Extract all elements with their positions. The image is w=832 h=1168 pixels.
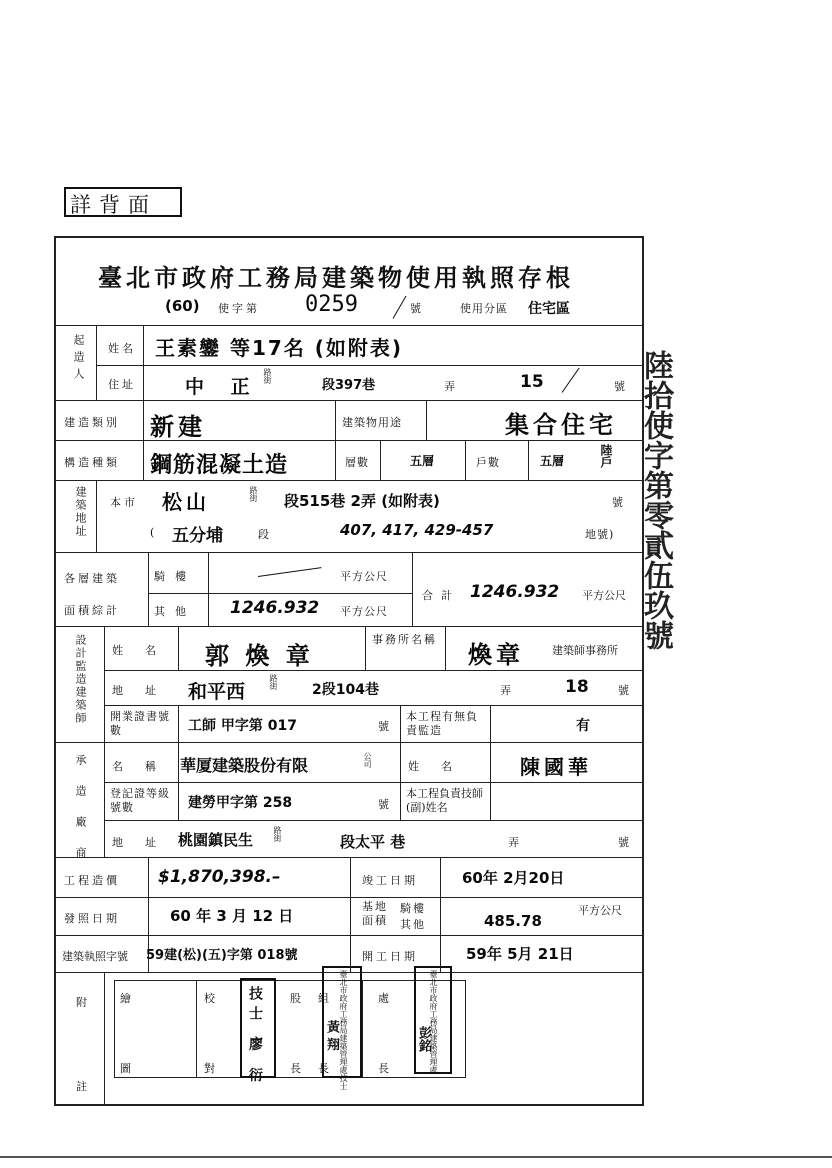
approval-col-label: 組 [318,992,332,1005]
approval-col-label: 處 [378,992,392,1005]
row-line [104,670,642,671]
total-area-value: 1246.932 [470,582,560,602]
col-line [208,552,209,626]
col-line [350,857,351,972]
applicant-name-label: 姓名 [108,342,136,355]
contractor-address-label: 地址 [112,836,178,849]
approval-col-line [362,980,363,1078]
permit-series-label: 使字第 [218,302,260,315]
other-area-value: 1246.932 [230,598,320,618]
designer-name: 郭 煥 章 [205,642,314,670]
contractor-name-label: 名稱 [112,760,178,773]
zone-value: 住宅區 [528,301,570,317]
col-line [490,742,491,820]
contractor-no-label: 號 [618,836,632,849]
section-chief-signature: 黃 翔 [324,1020,339,1051]
col-line [143,400,144,480]
site-no-label: 號 [612,496,626,509]
contractor-lane-label: 弄 [508,836,522,849]
contractor-road-label: 路街 [273,826,282,842]
row-line [56,935,642,936]
site-address-detail: 段515巷 2弄 (如附表) [284,492,440,510]
base-area-value: 485.78 [484,912,542,930]
base-area-label: 基地面積 [362,900,388,927]
construction-type-label: 建造類別 [64,416,120,429]
engineer-label: 本工程負責技師(副)姓名 [406,787,483,814]
col-line [400,742,401,820]
finish-date: 60年 2月20日 [462,869,565,887]
col-line [490,705,491,742]
structure-label: 構造種類 [64,456,120,469]
other-area-label: 其他 [154,605,196,618]
contractor-town: 桃園鎮民生 [178,831,254,849]
designer-no-label: 號 [618,684,632,697]
director-stamp-text: 臺北市政府工務局建築管理處 [429,970,438,1074]
building-permit-label: 建築執照字號 [62,950,128,963]
floors-value: 五層 [410,454,435,468]
applicant-section-label: 起造人 [72,334,85,385]
supervisor-label: 本工程有無負責監造 [406,710,478,737]
license-label: 開業證書號數 [110,710,170,737]
arcade-unit: 平方公尺 [340,570,388,583]
floors-label: 層數 [345,456,369,469]
director-signature: 彭銘 [416,1026,431,1052]
zone-label: 使用分區 [460,302,508,315]
designer-road-label: 路街 [269,674,278,690]
building-permit-value: 59建(松)(五)字第 018號 [146,948,298,963]
designer-name-label: 姓名 [112,644,178,657]
approval-col-label: 繪 [120,992,134,1005]
designer-section-label: 設計監造建築師 [74,634,87,725]
start-date-label: 開工日期 [362,950,418,963]
office-suffix: 建築師事務所 [552,644,618,657]
designer-address-detail: 2段104巷 [312,682,379,698]
contractor-name-suffix: 公司 [363,752,372,768]
col-line [365,626,366,670]
col-line [412,552,413,626]
document-title: 臺北市政府工務局建築物使用執照存根 [98,263,574,292]
col-line [465,440,466,480]
row-line [56,626,642,627]
approval-col-label: 股 [290,992,304,1005]
page-bottom-edge [0,1156,832,1158]
notes-label-2: 註 [76,1080,90,1093]
col-line [178,626,179,670]
designer-road: 和平西 [188,681,246,703]
row-line [104,782,642,783]
units-label: 戶數 [476,456,500,469]
base-arcade-label: 騎樓 [400,902,426,915]
contractor-section-label: 承造廠商 [74,754,87,878]
row-line [104,705,642,706]
col-line [335,400,336,480]
contractor-person-label: 姓名 [408,760,474,773]
base-other-label: 其他 [400,918,426,931]
site-road: 松山 [162,490,210,514]
units-extra: 陸戶 [599,444,613,468]
lot-section-label: 段 [258,528,272,541]
applicant-address-detail: 段397巷 [322,378,376,393]
row-line [56,742,642,743]
technician-signature: 技士 廖 衍 [247,986,263,1088]
approval-col-label: 對 [204,1062,218,1075]
units-value: 五層 [540,454,565,468]
arcade-label: 騎樓 [154,570,196,583]
total-area-label: 合計 [422,589,460,602]
designer-address-label: 地址 [112,684,178,697]
start-date: 59年 5月 21日 [466,945,574,963]
row-line [56,480,642,481]
license-value: 工師 甲字第 017 [188,718,297,734]
permit-number-suffix: 號 [410,302,424,315]
area-section-label-2: 面積綜計 [64,604,120,617]
col-line [96,480,97,552]
permit-number: 0259 [305,292,358,317]
col-line [178,705,179,742]
row-line [56,897,642,898]
col-line [426,400,427,440]
lot-suffix: 地號) [585,528,615,541]
applicant-lane-label: 弄 [444,380,458,393]
area-section-label-1: 各層建築 [64,572,120,585]
designer-lane-label: 弄 [500,684,514,697]
approval-col-label: 長 [290,1062,304,1075]
col-line [400,705,401,742]
registration-label: 登記證等級號數 [110,787,170,814]
supervisor-value: 有 [576,718,590,734]
site-road-label: 路街 [249,486,258,502]
finish-date-label: 竣工日期 [362,874,418,887]
approval-col-label: 校 [204,992,218,1005]
registration-value: 建勞甲字第 258 [188,795,293,811]
permit-year: (60) [165,297,200,315]
approval-col-label: 長 [378,1062,392,1075]
row-line [148,593,412,594]
applicant-address-label: 住址 [108,378,136,391]
approval-col-label: 長 [318,1062,332,1075]
col-line [104,972,105,1104]
contractor-person: 陳國華 [520,755,592,779]
row-line [56,552,642,553]
col-line [104,626,105,857]
license-suffix: 號 [378,720,392,733]
applicant-no-label: 號 [614,380,628,393]
other-area-unit: 平方公尺 [340,605,388,618]
applicant-road: 中 正 [185,376,260,398]
lot-prefix: ( [150,526,158,539]
cost-value: $1,870,398.– [158,867,281,887]
base-area-unit: 平方公尺 [578,904,622,917]
section-chief-stamp-text: 臺北市政府工務局建築管理處技士 [339,970,348,1090]
col-line [528,440,529,480]
applicant-address-no: 15 [520,372,544,392]
designer-address-no: 18 [565,677,589,697]
notes-label-1: 附 [76,996,90,1009]
total-area-unit: 平方公尺 [582,589,626,602]
office-name: 煥章 [468,641,524,669]
construction-type: 新建 [150,413,206,441]
col-line [380,440,381,480]
issue-date: 60 年 3 月 12 日 [170,907,294,925]
site-city-label: 本市 [110,496,138,509]
col-line [143,325,144,400]
margin-marks: 陸拾使字第零貳伍玖號 [638,350,673,650]
col-line [96,325,97,400]
row-line [96,365,642,366]
structure-type: 鋼筋混凝土造 [150,453,289,478]
row-line [56,857,642,858]
header-tag: 詳背面 [70,193,157,217]
cost-label: 工程造價 [64,874,120,887]
approval-col-line [196,980,197,1078]
row-line [104,820,642,821]
col-line [178,742,179,820]
applicant-road-label: 路街 [263,368,272,384]
building-use: 集合住宅 [505,411,617,439]
col-line [445,626,446,670]
lot-numbers: 407, 417, 429-457 [340,521,494,539]
building-use-label: 建築物用途 [342,416,402,429]
issue-date-label: 發照日期 [64,912,120,925]
col-line [440,857,441,972]
applicant-name: 王素鑾 等17名 (如附表) [155,336,404,360]
site-section-label: 建築地址 [74,486,87,538]
approval-col-label: 圖 [120,1062,134,1075]
office-label: 事務所名稱 [372,633,437,646]
contractor-name: 華厦建築股份有限 [180,756,309,775]
lot-section: 五分埔 [172,526,223,546]
registration-suffix: 號 [378,798,392,811]
col-line [148,552,149,626]
contractor-address-detail: 段太平 巷 [340,833,406,851]
